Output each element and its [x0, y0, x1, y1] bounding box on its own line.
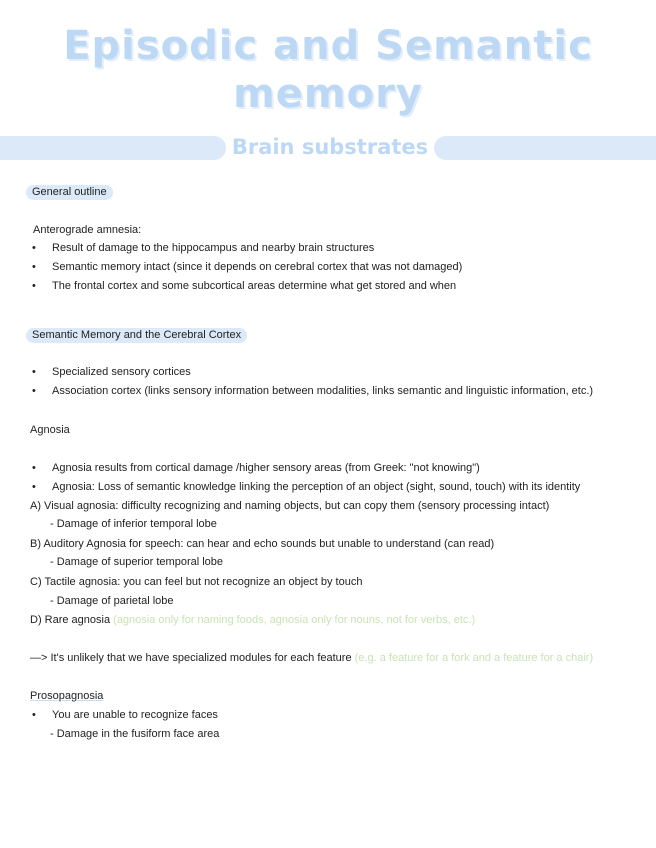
modules-text: —> It's unlikely that we have specialized modules for each feature [30, 652, 352, 664]
prosopagnosia-heading: Prosopagnosia [30, 690, 104, 702]
general-outline-heading: General outline [26, 185, 113, 200]
agnosia-item: Agnosia: Loss of semantic knowledge linking the perception of an object (sight, sound, touch) with its identity [52, 481, 581, 493]
bullet-icon: • [32, 366, 36, 378]
anterograde-heading: Anterograde amnesia: [33, 224, 142, 236]
anterograde-item: The frontal cortex and some subcortical areas determine what get stored and when [52, 280, 457, 292]
page-title-line1: Episodic and Semantic [63, 23, 593, 69]
semantic-item: Specialized sensory cortices [52, 366, 191, 378]
bullet-icon: • [32, 462, 36, 474]
anterograde-item: Result of damage to the hippocampus and nearby brain structures [52, 242, 375, 254]
bullet-icon: • [32, 709, 36, 721]
bullet-icon: • [32, 261, 36, 273]
visual-agnosia: A) Visual agnosia: difficulty recognizing and naming objects, but can copy them (sensory processing intact) [30, 500, 550, 512]
bullet-icon: • [32, 242, 36, 254]
modules-statement [30, 652, 593, 665]
semantic-memory-heading: Semantic Memory and the Cerebral Cortex [26, 328, 247, 343]
section-subtitle: Brain substrates [231, 135, 429, 159]
anterograde-item: Semantic memory intact (since it depends on cerebral cortex that was not damaged) [52, 261, 463, 273]
semantic-item: Association cortex (links sensory information between modalities, links semantic and linguistic information, etc.) [52, 385, 594, 397]
tactile-agnosia: C) Tactile agnosia: you can feel but not recognize an object by touch [30, 576, 363, 588]
subtitle-band-left [0, 136, 226, 160]
prosopagnosia-item: You are unable to recognize faces [52, 709, 218, 721]
visual-agnosia-damage: - Damage of inferior temporal lobe [50, 518, 217, 530]
rare-agnosia-note: (agnosia only for naming foods, agnosia only for nouns, not for verbs, etc.) [113, 614, 476, 626]
bullet-icon: • [32, 385, 36, 397]
prosopagnosia-damage: - Damage in the fusiform face area [50, 728, 220, 740]
modules-note: (e.g. a feature for a fork and a feature for a chair) [354, 652, 594, 664]
tactile-agnosia-damage: - Damage of parietal lobe [50, 595, 174, 607]
bullet-icon: • [32, 481, 36, 493]
subtitle-band-right [434, 136, 656, 160]
bullet-icon: • [32, 280, 36, 292]
agnosia-heading: Agnosia [30, 424, 70, 436]
rare-agnosia-label: D) Rare agnosia [30, 614, 111, 626]
auditory-agnosia-damage: - Damage of superior temporal lobe [50, 556, 224, 568]
auditory-agnosia: B) Auditory Agnosia for speech: can hear and echo sounds but unable to understand (can read) [30, 538, 495, 550]
rare-agnosia [30, 614, 475, 627]
agnosia-item: Agnosia results from cortical damage /higher sensory areas (from Greek: "not knowing") [52, 462, 480, 474]
page-title-line2: memory [233, 71, 423, 117]
